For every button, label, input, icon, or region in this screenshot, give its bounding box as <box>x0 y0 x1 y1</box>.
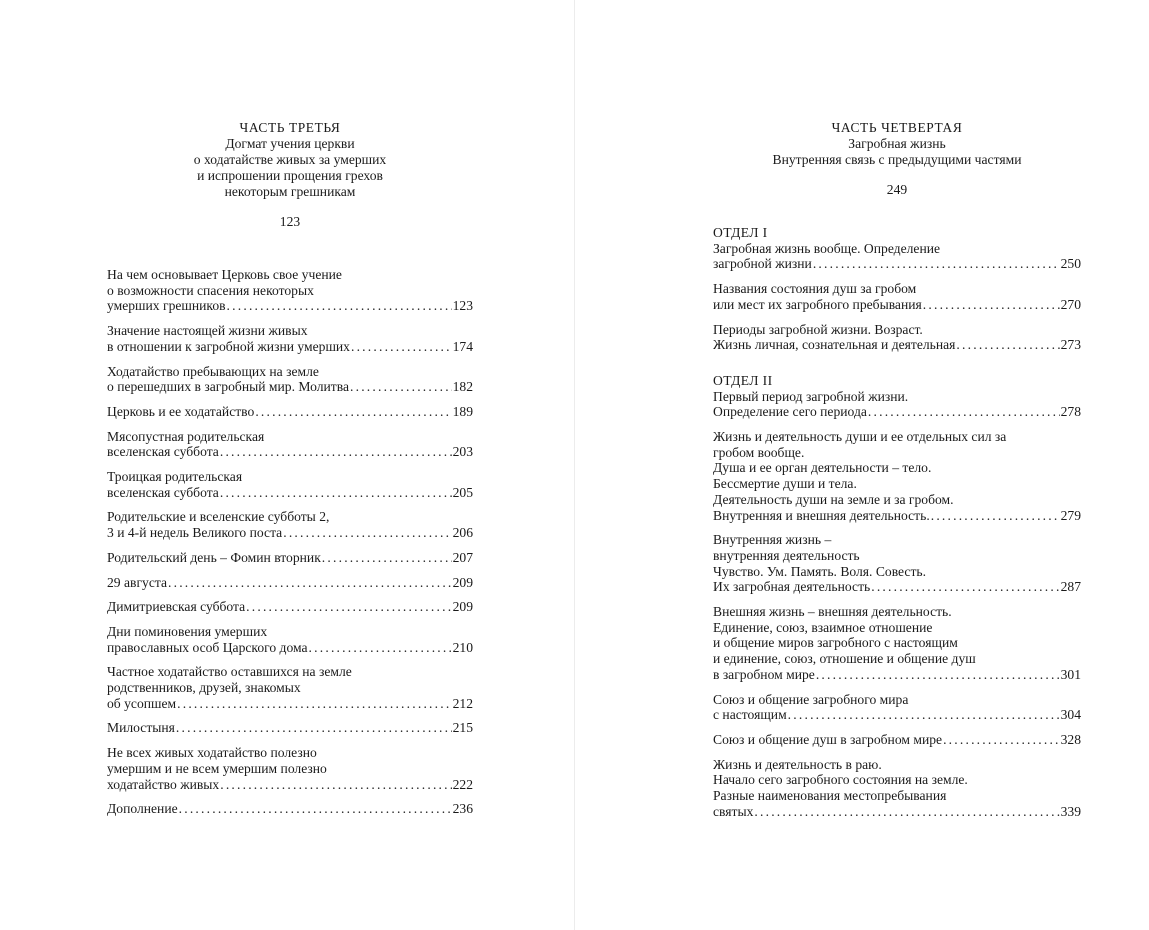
toc-section <box>713 373 1081 820</box>
toc-entry-line: Не всех живых ходатайство полезно <box>107 745 317 761</box>
toc-entry[interactable] <box>107 364 473 395</box>
toc-entry-line: Единение, союз, взаимное отношение <box>713 619 933 635</box>
part-three-page-number: 123 <box>279 214 301 229</box>
toc-entry[interactable] <box>713 604 1081 683</box>
toc-page-number: 222 <box>452 776 473 792</box>
toc-page-number: 339 <box>1060 803 1081 819</box>
toc-entry-text: Союз и общение душ в загробном мире <box>713 731 943 747</box>
part-three-subtitle-line: и испрошении прощения грехов <box>197 168 383 183</box>
toc-entry-line: Жизнь и деятельность в раю. <box>713 756 882 772</box>
toc-entry[interactable] <box>713 322 1081 353</box>
dot-leader <box>220 444 452 460</box>
toc-entry-text: святых <box>713 803 754 819</box>
toc-entry-final-line <box>107 696 473 712</box>
dot-leader <box>220 485 452 501</box>
toc-entry-final-line <box>713 337 1081 353</box>
toc-entry-text: Внутренняя и внешняя деятельность. <box>713 507 930 523</box>
toc-entry-line: Ходатайство пребывающих на земле <box>107 363 319 379</box>
toc-entry-text: Родительский день – Фомин вторник <box>107 549 321 565</box>
toc-page-number: 206 <box>452 525 473 541</box>
toc-entry-line: умершим и не всем умершим полезно <box>107 760 327 776</box>
dot-leader <box>943 732 1060 748</box>
toc-entry-final-line <box>713 732 1081 748</box>
toc-entry-final-line <box>107 339 473 355</box>
toc-entry[interactable] <box>107 469 473 500</box>
right-table-of-contents <box>713 225 1081 840</box>
toc-page-number: 273 <box>1060 337 1081 353</box>
toc-page-number: 203 <box>452 444 473 460</box>
dot-leader <box>871 579 1059 595</box>
part-three-subtitle-line: некоторым грешникам <box>224 184 356 199</box>
dot-leader <box>283 525 451 541</box>
toc-entry[interactable] <box>713 429 1081 523</box>
dot-leader <box>351 339 452 355</box>
toc-entry-text: в отношении к загробной жизни умерших <box>107 338 350 354</box>
toc-entry-line: Разные наименования местопребывания <box>713 788 947 804</box>
dot-leader <box>255 404 451 420</box>
toc-entry-final-line <box>713 667 1081 683</box>
toc-entry[interactable] <box>713 532 1081 595</box>
toc-entry-final-line <box>107 550 473 566</box>
toc-entry-final-line <box>713 707 1081 723</box>
toc-page-number: 189 <box>452 403 473 419</box>
toc-entry-text: Церковь и ее ходатайство <box>107 403 255 419</box>
toc-entry-line: Союз и общение загробного мира <box>713 691 909 707</box>
toc-entry[interactable] <box>107 745 473 792</box>
toc-entry-line: Внутренняя жизнь – <box>713 532 832 548</box>
toc-page-number: 174 <box>452 338 473 354</box>
page-gutter <box>574 0 575 930</box>
dot-leader <box>322 550 452 566</box>
toc-entry[interactable] <box>713 732 1081 748</box>
toc-page-number: 287 <box>1060 579 1081 595</box>
left-page <box>107 0 473 930</box>
toc-entry-line: Начало сего загробного состояния на земле. <box>713 772 968 788</box>
toc-entry-final-line <box>713 404 1081 420</box>
toc-entry-final-line <box>107 640 473 656</box>
section-title: ОТДЕЛ I <box>713 225 768 240</box>
toc-entry[interactable] <box>107 801 473 817</box>
dot-leader <box>179 801 452 817</box>
toc-entry-text: Дополнение <box>107 801 178 817</box>
part-three-subtitle-line: о ходатайстве живых за умерших <box>193 152 387 167</box>
dot-leader <box>350 379 452 395</box>
toc-entry-line: и единение, союз, отношение и общение душ <box>713 651 976 667</box>
toc-page-number: 209 <box>452 599 473 615</box>
toc-entry-line: Душа и ее орган деятельности – тело. <box>713 460 932 476</box>
part-four-subtitle-line: Внутренняя связь с предыдущими частями <box>772 152 1022 167</box>
section-title: ОТДЕЛ II <box>713 372 773 388</box>
toc-page-number: 250 <box>1060 256 1081 272</box>
toc-entry-final-line <box>107 599 473 615</box>
toc-page-number: 182 <box>452 379 473 395</box>
toc-entry-text: вселенская суббота <box>107 484 219 500</box>
toc-entry-line: Периоды загробной жизни. Возраст. <box>713 321 923 337</box>
toc-page-number: 207 <box>452 549 473 565</box>
toc-entry-line: и общение миров загробного с настоящим <box>713 635 958 651</box>
toc-entry-line: Троицкая родительская <box>107 469 243 485</box>
toc-entry-text: о перешедших в загробный мир. Молитва <box>107 379 350 395</box>
toc-entry-line: внутренняя деятельность <box>713 547 860 563</box>
toc-entry-text: умерших грешников <box>107 298 226 314</box>
toc-entry-text: Димитриевская суббота <box>107 599 246 615</box>
toc-entry-final-line <box>107 720 473 736</box>
toc-entry-text: Милостыня <box>107 720 175 736</box>
toc-entry-text: загробной жизни <box>713 256 812 272</box>
dot-leader <box>813 256 1060 272</box>
toc-entry[interactable] <box>107 267 473 314</box>
toc-entry[interactable] <box>107 404 473 420</box>
toc-entry-line: Загробная жизнь вообще. Определение <box>713 240 941 256</box>
toc-page-number: 210 <box>452 639 473 655</box>
toc-entry-text: об усопшем <box>107 695 177 711</box>
dot-leader <box>788 707 1060 723</box>
dot-leader <box>956 337 1059 353</box>
toc-entry-text: Жизнь личная, сознательная и деятельная <box>713 337 956 353</box>
toc-section <box>713 225 1081 353</box>
toc-entry[interactable] <box>107 624 473 655</box>
toc-entry-final-line <box>713 579 1081 595</box>
toc-entry-text: ходатайство живых <box>107 776 220 792</box>
toc-entry-final-line <box>107 379 473 395</box>
part-three-title: ЧАСТЬ ТРЕТЬЯ <box>239 120 341 135</box>
toc-entry-final-line <box>107 801 473 817</box>
toc-page-number: 270 <box>1060 296 1081 312</box>
toc-entry-line: гробом вообще. <box>713 444 805 460</box>
toc-page-number: 278 <box>1060 404 1081 420</box>
toc-entry[interactable] <box>713 241 1081 272</box>
toc-entry-final-line <box>107 444 473 460</box>
toc-entry[interactable] <box>713 757 1081 820</box>
toc-entry-final-line <box>107 404 473 420</box>
toc-entry[interactable] <box>107 323 473 354</box>
dot-leader <box>227 298 452 314</box>
toc-page-number: 304 <box>1060 707 1081 723</box>
toc-entry[interactable] <box>713 389 1081 420</box>
toc-entry-text: в загробном мире <box>713 666 815 682</box>
toc-entry-final-line <box>107 777 473 793</box>
toc-entry-line: Частное ходатайство оставшихся на земле <box>107 664 352 680</box>
right-page <box>713 0 1081 930</box>
toc-entry-text: с настоящим <box>713 707 787 723</box>
toc-entry-final-line <box>107 525 473 541</box>
part-four-header <box>713 120 1081 198</box>
dot-leader <box>923 297 1060 313</box>
part-three-header <box>107 120 473 230</box>
toc-entry[interactable] <box>713 281 1081 312</box>
toc-entry-line: Внешняя жизнь – внешняя деятельность. <box>713 604 952 620</box>
part-four-page-number: 249 <box>886 182 908 197</box>
toc-entry-line: Бессмертие души и тела. <box>713 476 857 492</box>
toc-entry-line: Первый период загробной жизни. <box>713 388 909 404</box>
part-four-title: ЧАСТЬ ЧЕТВЕРТАЯ <box>831 120 963 135</box>
toc-page-number: 212 <box>452 695 473 711</box>
toc-entry-text: или мест их загробного пребывания <box>713 296 922 312</box>
toc-entry[interactable] <box>107 509 473 540</box>
toc-page-number: 209 <box>452 574 473 590</box>
dot-leader <box>220 777 451 793</box>
toc-entry-final-line <box>713 256 1081 272</box>
toc-entry[interactable] <box>107 575 473 591</box>
dot-leader <box>816 667 1060 683</box>
toc-entry-text: вселенская суббота <box>107 444 219 460</box>
dot-leader <box>754 804 1059 820</box>
toc-page-number: 205 <box>452 484 473 500</box>
toc-entry[interactable] <box>107 720 473 736</box>
toc-entry-line: Названия состояния душ за гробом <box>713 281 917 297</box>
toc-entry-line: Мясопустная родительская <box>107 428 265 444</box>
toc-entry-line: Родительские и вселенские субботы 2, <box>107 509 330 525</box>
toc-entry-final-line <box>713 508 1081 524</box>
toc-entry[interactable] <box>107 664 473 711</box>
toc-entry-text: православных особ Царского дома <box>107 639 308 655</box>
part-three-subtitle-line: Догмат учения церкви <box>225 136 355 151</box>
toc-entry-final-line <box>107 575 473 591</box>
dot-leader <box>176 720 452 736</box>
toc-entry-final-line <box>713 804 1081 820</box>
toc-entry-final-line <box>107 298 473 314</box>
toc-entry-final-line <box>713 297 1081 313</box>
dot-leader <box>868 404 1060 420</box>
toc-entry-text: Их загробная деятельность <box>713 579 871 595</box>
left-table-of-contents <box>107 267 473 826</box>
toc-entry-line: Дни поминовения умерших <box>107 623 268 639</box>
toc-entry-text: 29 августа <box>107 574 167 590</box>
dot-leader <box>931 508 1060 524</box>
toc-entry-text: 3 и 4-й недель Великого поста <box>107 525 283 541</box>
part-four-subtitle-line: Загробная жизнь <box>848 136 946 151</box>
toc-entry[interactable] <box>713 692 1081 723</box>
toc-entry[interactable] <box>107 429 473 460</box>
dot-leader <box>309 640 452 656</box>
toc-entry-line: родственников, друзей, знакомых <box>107 680 301 696</box>
toc-entry[interactable] <box>107 550 473 566</box>
toc-entry-text: Определение сего периода <box>713 404 867 420</box>
toc-entry-line: Значение настоящей жизни живых <box>107 323 308 339</box>
toc-entry-line: На чем основывает Церковь свое учение <box>107 267 342 282</box>
toc-page-number: 236 <box>452 801 473 817</box>
toc-entry-final-line <box>107 485 473 501</box>
toc-entry-line: Жизнь и деятельность души и ее отдельных сил за <box>713 429 1007 445</box>
dot-leader <box>177 696 451 712</box>
toc-entry-line: Чувство. Ум. Память. Воля. Совесть. <box>713 563 926 579</box>
dot-leader <box>168 575 452 591</box>
toc-page-number: 328 <box>1060 731 1081 747</box>
toc-entry-line: о возможности спасения некоторых <box>107 282 314 298</box>
toc-page-number: 301 <box>1060 666 1081 682</box>
toc-entry[interactable] <box>107 599 473 615</box>
toc-page-number: 123 <box>452 298 473 314</box>
toc-entry-line: Деятельность души на земле и за гробом. <box>713 491 954 507</box>
toc-page-number: 279 <box>1060 507 1081 523</box>
dot-leader <box>246 599 451 615</box>
toc-page-number: 215 <box>452 720 473 736</box>
